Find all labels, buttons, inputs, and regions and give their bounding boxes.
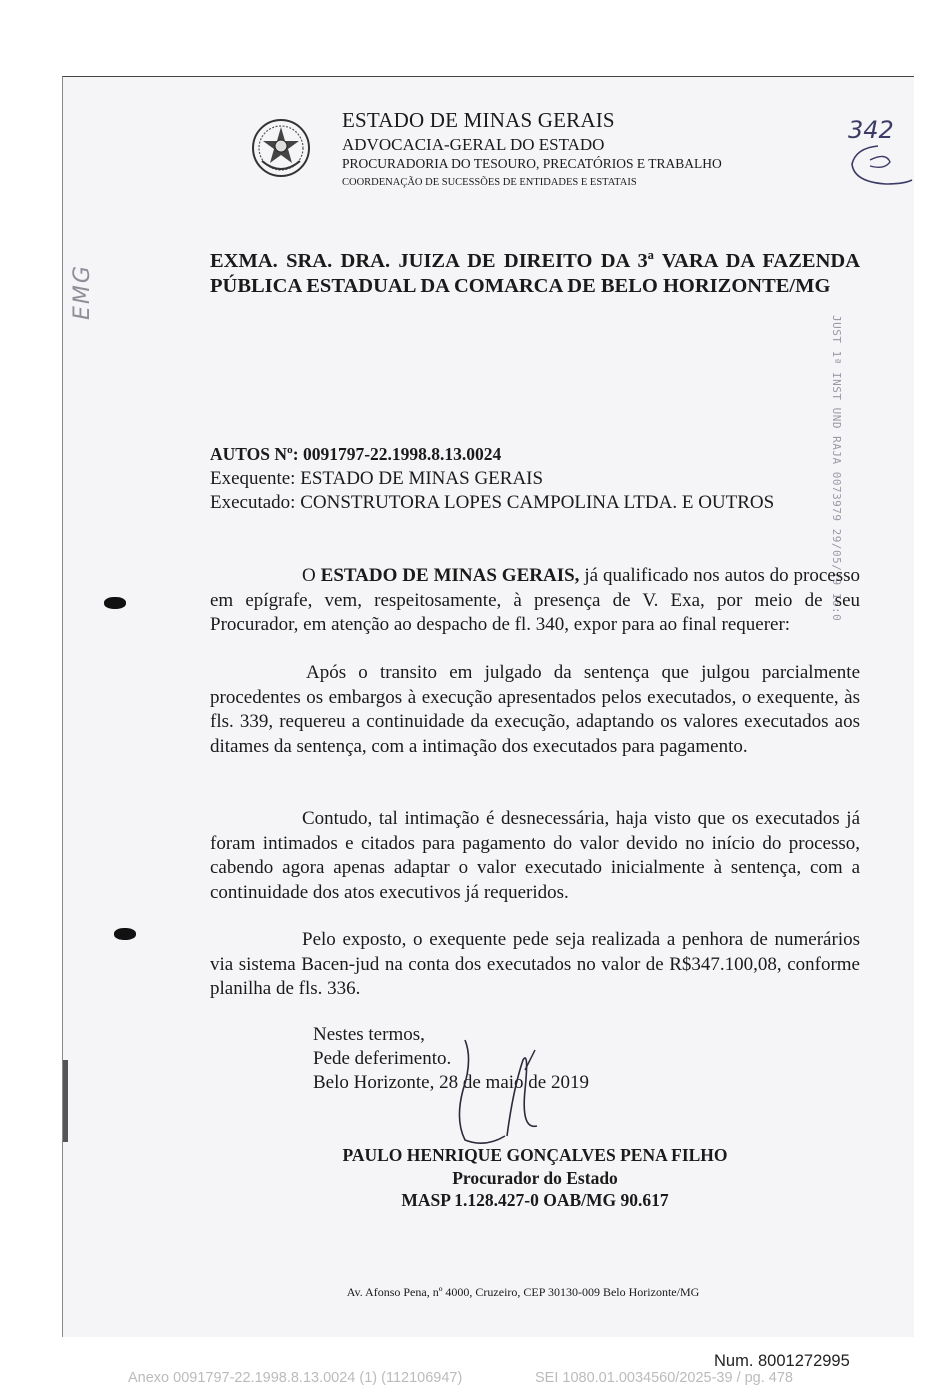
exequente-line: Exequente: ESTADO DE MINAS GERAIS [210, 468, 544, 489]
sei-reference: SEI 1080.01.0034560/2025-39 / pg. 478 [535, 1370, 793, 1386]
svg-text:342: 342 [848, 116, 894, 144]
coat-of-arms-icon [250, 117, 312, 179]
paragraph-2: Após o transito em julgado da sentença que julgou parcialmente procedentes os embargos à execução apresentados pelos executados, o exequente, às fls. 339, requereu a continuidade da execução, adaptando os valores executados aos ditames da sentença, com a intimação dos executados para pagamento. [210, 662, 860, 757]
closing-date: Belo Horizonte, 28 de maio de 2019 [313, 1072, 589, 1093]
annex-reference: Anexo 0091797-22.1998.8.13.0024 (1) (112106947) [128, 1370, 463, 1386]
signer-role: Procurador do Estado [452, 1168, 618, 1188]
signer-ids: MASP 1.128.427-0 OAB/MG 90.617 [401, 1190, 669, 1210]
header-state: ESTADO DE MINAS GERAIS [342, 108, 615, 132]
handwritten-page-number [846, 110, 916, 190]
footer-address: Av. Afonso Pena, nº 4000, Cruzeiro, CEP 30130-009 Belo Horizonte/MG [346, 1285, 700, 1299]
executado-line: Executado: CONSTRUTORA LOPES CAMPOLINA LTDA. E OUTROS [210, 492, 775, 513]
closing-request: Pede deferimento. [313, 1048, 452, 1069]
signer-name: PAULO HENRIQUE GONÇALVES PENA FILHO [342, 1145, 728, 1165]
header-department: PROCURADORIA DO TESOURO, PRECATÓRIOS E TRABALHO [342, 156, 722, 171]
addressee: EXMA. SRA. DRA. JUIZA DE DIREITO DA 3ª VARA DA FAZENDA PÚBLICA ESTADUAL DA COMARCA DE BELO HORIZONTE/MG [210, 250, 860, 297]
header-agency: ADVOCACIA-GERAL DO ESTADO [342, 135, 605, 154]
closing-terms: Nestes termos, [313, 1024, 425, 1045]
paragraph-4: Pelo exposto, o exequente pede seja realizada a penhora de numerários via sistema Bacen-jud na conta dos executados no valor de R$347.100,08, conforme planilha de fls. 336. [210, 929, 860, 999]
punch-mark [114, 928, 136, 940]
receipt-stamp: JUST 1ª INST UND RAJA 0073979 29/05/19 16:0 [830, 315, 843, 622]
header-coordination: COORDENAÇÃO DE SUCESSÕES DE ENTIDADES E ESTATAIS [342, 177, 637, 188]
margin-note: EMG [70, 264, 95, 320]
handwritten-signature [425, 1030, 565, 1160]
paragraph-1: O ESTADO DE MINAS GERAIS, já qualificado nos autos do processo em epígrafe, vem, respeitosamente, à presença de V. Exa, por meio de seu Procurador, em atenção ao despacho de fl. 340, expor para ao final requerer: [210, 565, 861, 635]
document-number: Num. 8001272995 [714, 1352, 850, 1370]
punch-mark [104, 597, 126, 609]
case-number: AUTOS Nº: 0091797-22.1998.8.13.0024 [210, 444, 502, 464]
paragraph-3: Contudo, tal intimação é desnecessária, haja visto que os executados já foram intimados e citados para pagamento do valor devido no início do processo, cabendo agora apenas adaptar o valor executado inicialmente à sentença, com a continuidade dos atos executivos já requeridos. [210, 808, 860, 903]
scan-edge-mark [63, 1060, 68, 1142]
